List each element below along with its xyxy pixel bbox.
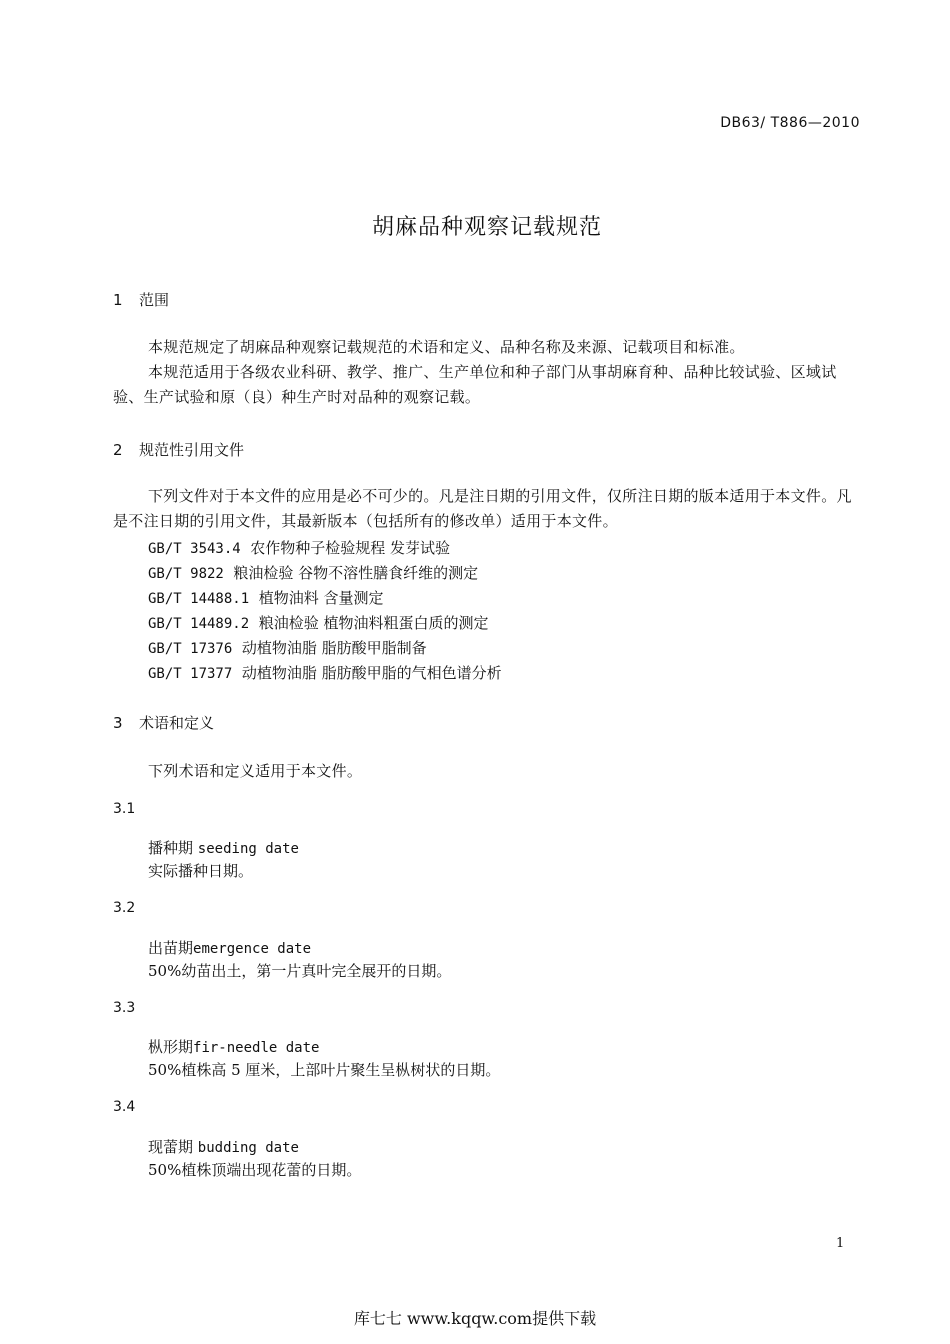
term-chinese: 现蕾期 <box>148 1138 194 1156</box>
term-chinese: 出苗期 <box>148 939 194 957</box>
term-definition: 50%幼苗出土，第一片真叶完全展开的日期。 <box>148 962 452 980</box>
section-title: 术语和定义 <box>139 714 215 732</box>
section-title: 规范性引用文件 <box>139 441 245 459</box>
reference-code: GB/T 17376 <box>148 641 233 657</box>
reference-name: 动植物油脂 脂肪酸甲脂制备 <box>241 639 427 657</box>
clause-number: 3.3 <box>113 1000 136 1016</box>
reference-code: GB/T 9822 <box>148 566 224 582</box>
reference-name: 粮油检验 谷物不溶性膳食纤维的测定 <box>233 564 479 582</box>
term-english: budding date <box>197 1140 299 1156</box>
reference-item <box>148 637 427 658</box>
references-intro: 下列文件对于本文件的应用是必不可少的。凡是注日期的引用文件，仅所注日期的版本适用于本文件。凡是不注日期的引用文件，其最新版本（包括所有的修改单）适用于本文件。 <box>113 487 852 530</box>
term-english: seeding date <box>197 841 299 857</box>
reference-item <box>148 537 450 558</box>
term-heading <box>148 1136 299 1157</box>
term-definition: 50%植株顶端出现花蕾的日期。 <box>148 1161 362 1179</box>
reference-name: 粮油检验 植物油料粗蛋白质的测定 <box>258 614 489 632</box>
terms-intro: 下列术语和定义适用于本文件。 <box>148 762 363 780</box>
clause-number: 3.2 <box>113 900 136 916</box>
document-title: 胡麻品种观察记载规范 <box>371 215 602 240</box>
standard-code: DB63/ T886—2010 <box>720 115 860 131</box>
reference-name: 农作物种子检验规程 发芽试验 <box>250 539 451 557</box>
term-heading <box>148 837 299 858</box>
reference-name: 植物油料 含量测定 <box>258 589 384 607</box>
term-heading <box>148 1036 319 1057</box>
term-definition: 实际播种日期。 <box>148 862 254 880</box>
reference-code: GB/T 17377 <box>148 666 233 682</box>
reference-item <box>148 562 478 583</box>
term-heading <box>148 937 311 958</box>
reference-item <box>148 587 383 608</box>
section-heading-scope <box>113 289 169 310</box>
download-source-note: 库七七 www.kqqw.com提供下载 <box>353 1309 597 1328</box>
term-definition: 50%植株高 5 厘米，上部叶片聚生呈枞树状的日期。 <box>148 1061 501 1079</box>
scope-paragraph-1: 本规范规定了胡麻品种观察记载规范的术语和定义、品种名称及来源、记载项目和标准。 <box>148 338 745 356</box>
reference-code: GB/T 14489.2 <box>148 616 250 632</box>
clause-number: 3.1 <box>113 801 136 817</box>
term-chinese: 枞形期 <box>148 1038 194 1056</box>
reference-name: 动植物油脂 脂肪酸甲脂的气相色谱分析 <box>241 664 502 682</box>
term-english: fir-needle date <box>193 1040 320 1056</box>
term-english: emergence date <box>193 941 312 957</box>
reference-code: GB/T 3543.4 <box>148 541 241 557</box>
term-chinese: 播种期 <box>148 839 194 857</box>
section-number: 2 <box>113 441 123 459</box>
page-number: 1 <box>836 1236 845 1251</box>
clause-number: 3.4 <box>113 1099 136 1115</box>
section-heading-references <box>113 439 244 460</box>
reference-item <box>148 612 488 633</box>
section-title: 范围 <box>139 291 170 309</box>
section-heading-terms <box>113 712 214 733</box>
reference-item <box>148 662 502 683</box>
section-number: 1 <box>113 291 123 309</box>
reference-code: GB/T 14488.1 <box>148 591 250 607</box>
section-number: 3 <box>113 714 123 732</box>
scope-paragraph-2: 本规范适用于各级农业科研、教学、推广、生产单位和种子部门从事胡麻育种、品种比较试验、区域试验、生产试验和原（良）种生产时对品种的观察记载。 <box>113 363 837 406</box>
